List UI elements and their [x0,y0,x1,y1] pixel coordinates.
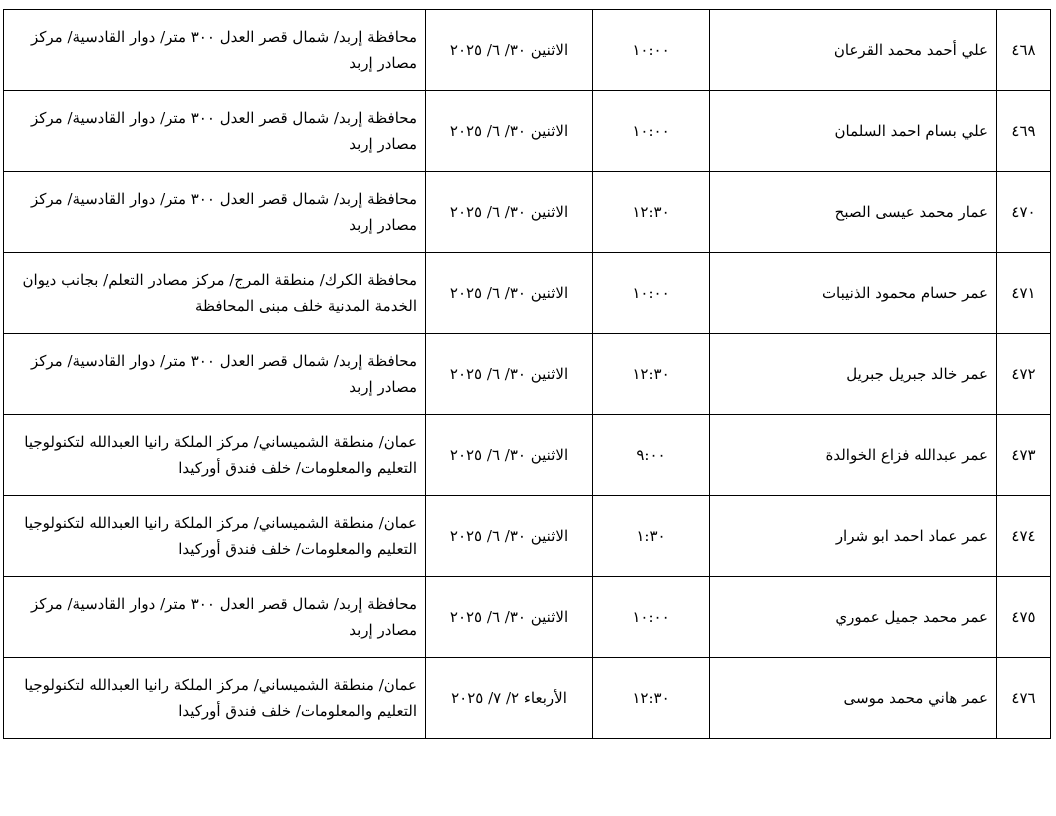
row-number: ٤٧١ [997,253,1051,334]
exam-date: الاثنين ٣٠/ ٦/ ٢٠٢٥ [426,10,593,91]
candidate-name: عمار محمد عيسى الصبح [710,172,997,253]
exam-time: ١٢:٣٠ [593,658,710,739]
exam-date: الاثنين ٣٠/ ٦/ ٢٠٢٥ [426,496,593,577]
row-number: ٤٧٥ [997,577,1051,658]
candidate-name: عمر حسام محمود الذنيبات [710,253,997,334]
candidate-name: عمر عبدالله فزاع الخوالدة [710,415,997,496]
table-row [4,10,1051,91]
table-row [4,172,1051,253]
exam-location: محافظة إربد/ شمال قصر العدل ٣٠٠ متر/ دوار القادسية/ مركز مصادر إربد [4,10,426,91]
candidate-name: عمر عماد احمد ابو شرار [710,496,997,577]
exam-location: محافظة إربد/ شمال قصر العدل ٣٠٠ متر/ دوار القادسية/ مركز مصادر إربد [4,577,426,658]
exam-location: عمان/ منطقة الشميساني/ مركز الملكة رانيا العبدالله لتكنولوجيا التعليم والمعلومات/ خلف فندق أوركيدا [4,496,426,577]
row-number: ٤٧٦ [997,658,1051,739]
exam-time: ١٠:٠٠ [593,253,710,334]
table-row [4,91,1051,172]
candidate-name: عمر هاني محمد موسى [710,658,997,739]
exam-time: ٩:٠٠ [593,415,710,496]
candidate-name: عمر محمد جميل عموري [710,577,997,658]
exam-location: محافظة إربد/ شمال قصر العدل ٣٠٠ متر/ دوار القادسية/ مركز مصادر إربد [4,172,426,253]
row-number: ٤٧٣ [997,415,1051,496]
candidate-name: عمر خالد جبريل جبريل [710,334,997,415]
table-row [4,253,1051,334]
exam-location: عمان/ منطقة الشميساني/ مركز الملكة رانيا العبدالله لتكنولوجيا التعليم والمعلومات/ خلف فندق أوركيدا [4,658,426,739]
exam-date: الأربعاء ٢/ ٧/ ٢٠٢٥ [426,658,593,739]
exam-time: ١:٣٠ [593,496,710,577]
row-number: ٤٧٠ [997,172,1051,253]
candidate-name: علي أحمد محمد القرعان [710,10,997,91]
exam-location: محافظة إربد/ شمال قصر العدل ٣٠٠ متر/ دوار القادسية/ مركز مصادر إربد [4,334,426,415]
exam-time: ١٢:٣٠ [593,334,710,415]
exam-location: عمان/ منطقة الشميساني/ مركز الملكة رانيا العبدالله لتكنولوجيا التعليم والمعلومات/ خلف فندق أوركيدا [4,415,426,496]
table-row [4,334,1051,415]
exam-location: محافظة الكرك/ منطقة المرج/ مركز مصادر التعلم/ بجانب ديوان الخدمة المدنية خلف مبنى المحافظة [4,253,426,334]
exam-time: ١٠:٠٠ [593,91,710,172]
exam-time: ١٠:٠٠ [593,10,710,91]
row-number: ٤٧٢ [997,334,1051,415]
exam-time: ١٢:٣٠ [593,172,710,253]
candidate-name: علي بسام احمد السلمان [710,91,997,172]
row-number: ٤٦٩ [997,91,1051,172]
exam-date: الاثنين ٣٠/ ٦/ ٢٠٢٥ [426,577,593,658]
schedule-table [3,9,1051,739]
exam-date: الاثنين ٣٠/ ٦/ ٢٠٢٥ [426,334,593,415]
row-number: ٤٦٨ [997,10,1051,91]
table-row [4,496,1051,577]
table-row [4,577,1051,658]
exam-date: الاثنين ٣٠/ ٦/ ٢٠٢٥ [426,91,593,172]
row-number: ٤٧٤ [997,496,1051,577]
table-row [4,415,1051,496]
exam-date: الاثنين ٣٠/ ٦/ ٢٠٢٥ [426,253,593,334]
exam-date: الاثنين ٣٠/ ٦/ ٢٠٢٥ [426,415,593,496]
exam-date: الاثنين ٣٠/ ٦/ ٢٠٢٥ [426,172,593,253]
exam-time: ١٠:٠٠ [593,577,710,658]
table-row [4,658,1051,739]
exam-location: محافظة إربد/ شمال قصر العدل ٣٠٠ متر/ دوار القادسية/ مركز مصادر إربد [4,91,426,172]
